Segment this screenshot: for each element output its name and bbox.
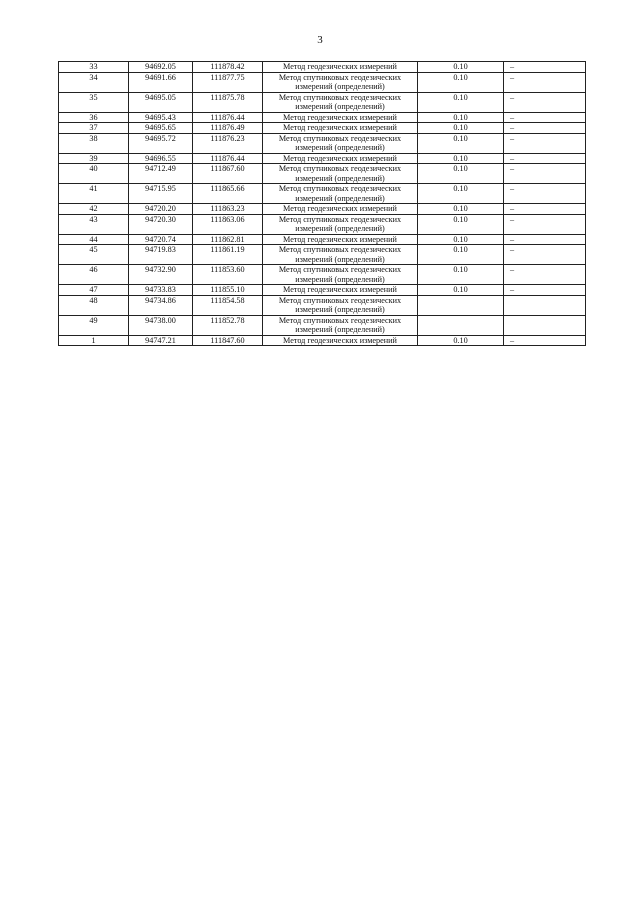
accuracy-cell: 0.10 xyxy=(418,92,504,112)
page-number: 3 xyxy=(317,34,323,46)
accuracy-cell: 0.10 xyxy=(418,285,504,296)
table-row xyxy=(59,92,586,112)
description-cell: – xyxy=(504,204,586,215)
accuracy-cell: 0.10 xyxy=(418,214,504,234)
point-number-cell: 45 xyxy=(59,245,129,265)
accuracy-cell xyxy=(418,315,504,335)
description-cell: – xyxy=(504,112,586,123)
description-cell: – xyxy=(504,62,586,73)
description-cell: – xyxy=(504,214,586,234)
method-cell: Метод геодезических измерений xyxy=(263,112,418,123)
table-row xyxy=(59,72,586,92)
y-coordinate-cell: 111875.78 xyxy=(193,92,263,112)
description-cell xyxy=(504,315,586,335)
point-number-cell: 46 xyxy=(59,265,129,285)
method-cell: Метод спутниковых геодезических измерений (определений) xyxy=(263,164,418,184)
table-body xyxy=(59,62,586,346)
x-coordinate-cell: 94747.21 xyxy=(129,335,193,346)
x-coordinate-cell: 94691.66 xyxy=(129,72,193,92)
method-cell: Метод спутниковых геодезических измерений (определений) xyxy=(263,72,418,92)
point-number-cell: 47 xyxy=(59,285,129,296)
x-coordinate-cell: 94720.74 xyxy=(129,234,193,245)
description-cell: – xyxy=(504,92,586,112)
method-cell: Метод спутниковых геодезических измерений (определений) xyxy=(263,295,418,315)
description-cell: – xyxy=(504,164,586,184)
method-cell: Метод спутниковых геодезических измерений (определений) xyxy=(263,184,418,204)
y-coordinate-cell: 111877.75 xyxy=(193,72,263,92)
accuracy-cell: 0.10 xyxy=(418,184,504,204)
coordinates-table xyxy=(58,61,586,346)
table-row xyxy=(59,164,586,184)
description-cell: – xyxy=(504,265,586,285)
table-row xyxy=(59,295,586,315)
method-cell: Метод геодезических измерений xyxy=(263,153,418,164)
table-row xyxy=(59,214,586,234)
accuracy-cell: 0.10 xyxy=(418,153,504,164)
method-cell: Метод геодезических измерений xyxy=(263,234,418,245)
x-coordinate-cell: 94695.65 xyxy=(129,123,193,134)
y-coordinate-cell: 111878.42 xyxy=(193,62,263,73)
y-coordinate-cell: 111876.49 xyxy=(193,123,263,134)
accuracy-cell: 0.10 xyxy=(418,335,504,346)
x-coordinate-cell: 94692.05 xyxy=(129,62,193,73)
point-number-cell: 1 xyxy=(59,335,129,346)
y-coordinate-cell: 111876.44 xyxy=(193,153,263,164)
y-coordinate-cell: 111876.23 xyxy=(193,133,263,153)
point-number-cell: 41 xyxy=(59,184,129,204)
point-number-cell: 36 xyxy=(59,112,129,123)
y-coordinate-cell: 111853.60 xyxy=(193,265,263,285)
y-coordinate-cell: 111863.23 xyxy=(193,204,263,215)
y-coordinate-cell: 111865.66 xyxy=(193,184,263,204)
accuracy-cell: 0.10 xyxy=(418,62,504,73)
table-row xyxy=(59,285,586,296)
x-coordinate-cell: 94734.86 xyxy=(129,295,193,315)
x-coordinate-cell: 94695.72 xyxy=(129,133,193,153)
y-coordinate-cell: 111854.58 xyxy=(193,295,263,315)
x-coordinate-cell: 94732.90 xyxy=(129,265,193,285)
description-cell: – xyxy=(504,133,586,153)
description-cell: – xyxy=(504,72,586,92)
method-cell: Метод геодезических измерений xyxy=(263,123,418,134)
method-cell: Метод спутниковых геодезических измерений (определений) xyxy=(263,92,418,112)
point-number-cell: 42 xyxy=(59,204,129,215)
method-cell: Метод спутниковых геодезических измерений (определений) xyxy=(263,315,418,335)
description-cell: – xyxy=(504,184,586,204)
method-cell: Метод спутниковых геодезических измерений (определений) xyxy=(263,133,418,153)
table-row xyxy=(59,245,586,265)
description-cell: – xyxy=(504,234,586,245)
accuracy-cell: 0.10 xyxy=(418,72,504,92)
x-coordinate-cell: 94733.83 xyxy=(129,285,193,296)
method-cell: Метод спутниковых геодезических измерений (определений) xyxy=(263,245,418,265)
accuracy-cell xyxy=(418,295,504,315)
y-coordinate-cell: 111861.19 xyxy=(193,245,263,265)
accuracy-cell: 0.10 xyxy=(418,265,504,285)
point-number-cell: 34 xyxy=(59,72,129,92)
x-coordinate-cell: 94738.00 xyxy=(129,315,193,335)
x-coordinate-cell: 94712.49 xyxy=(129,164,193,184)
table-row xyxy=(59,112,586,123)
x-coordinate-cell: 94719.83 xyxy=(129,245,193,265)
table-row xyxy=(59,315,586,335)
point-number-cell: 48 xyxy=(59,295,129,315)
accuracy-cell: 0.10 xyxy=(418,204,504,215)
table-row xyxy=(59,62,586,73)
y-coordinate-cell: 111876.44 xyxy=(193,112,263,123)
y-coordinate-cell: 111862.81 xyxy=(193,234,263,245)
x-coordinate-cell: 94696.55 xyxy=(129,153,193,164)
y-coordinate-cell: 111863.06 xyxy=(193,214,263,234)
accuracy-cell: 0.10 xyxy=(418,234,504,245)
method-cell: Метод спутниковых геодезических измерений (определений) xyxy=(263,265,418,285)
method-cell: Метод спутниковых геодезических измерений (определений) xyxy=(263,214,418,234)
accuracy-cell: 0.10 xyxy=(418,245,504,265)
y-coordinate-cell: 111852.78 xyxy=(193,315,263,335)
point-number-cell: 33 xyxy=(59,62,129,73)
accuracy-cell: 0.10 xyxy=(418,112,504,123)
table-row xyxy=(59,265,586,285)
point-number-cell: 39 xyxy=(59,153,129,164)
description-cell xyxy=(504,295,586,315)
description-cell: – xyxy=(504,153,586,164)
method-cell: Метод геодезических измерений xyxy=(263,335,418,346)
accuracy-cell: 0.10 xyxy=(418,123,504,134)
x-coordinate-cell: 94715.95 xyxy=(129,184,193,204)
y-coordinate-cell: 111847.60 xyxy=(193,335,263,346)
table-row xyxy=(59,184,586,204)
method-cell: Метод геодезических измерений xyxy=(263,62,418,73)
x-coordinate-cell: 94695.05 xyxy=(129,92,193,112)
table-row xyxy=(59,123,586,134)
x-coordinate-cell: 94695.43 xyxy=(129,112,193,123)
point-number-cell: 43 xyxy=(59,214,129,234)
method-cell: Метод геодезических измерений xyxy=(263,204,418,215)
point-number-cell: 49 xyxy=(59,315,129,335)
point-number-cell: 40 xyxy=(59,164,129,184)
point-number-cell: 35 xyxy=(59,92,129,112)
table-row xyxy=(59,234,586,245)
point-number-cell: 44 xyxy=(59,234,129,245)
description-cell: – xyxy=(504,285,586,296)
accuracy-cell: 0.10 xyxy=(418,133,504,153)
table-row xyxy=(59,133,586,153)
point-number-cell: 37 xyxy=(59,123,129,134)
accuracy-cell: 0.10 xyxy=(418,164,504,184)
y-coordinate-cell: 111867.60 xyxy=(193,164,263,184)
point-number-cell: 38 xyxy=(59,133,129,153)
description-cell: – xyxy=(504,123,586,134)
x-coordinate-cell: 94720.30 xyxy=(129,214,193,234)
y-coordinate-cell: 111855.10 xyxy=(193,285,263,296)
description-cell: – xyxy=(504,335,586,346)
table-row xyxy=(59,204,586,215)
table-row xyxy=(59,153,586,164)
description-cell: – xyxy=(504,245,586,265)
method-cell: Метод геодезических измерений xyxy=(263,285,418,296)
table-row xyxy=(59,335,586,346)
x-coordinate-cell: 94720.20 xyxy=(129,204,193,215)
